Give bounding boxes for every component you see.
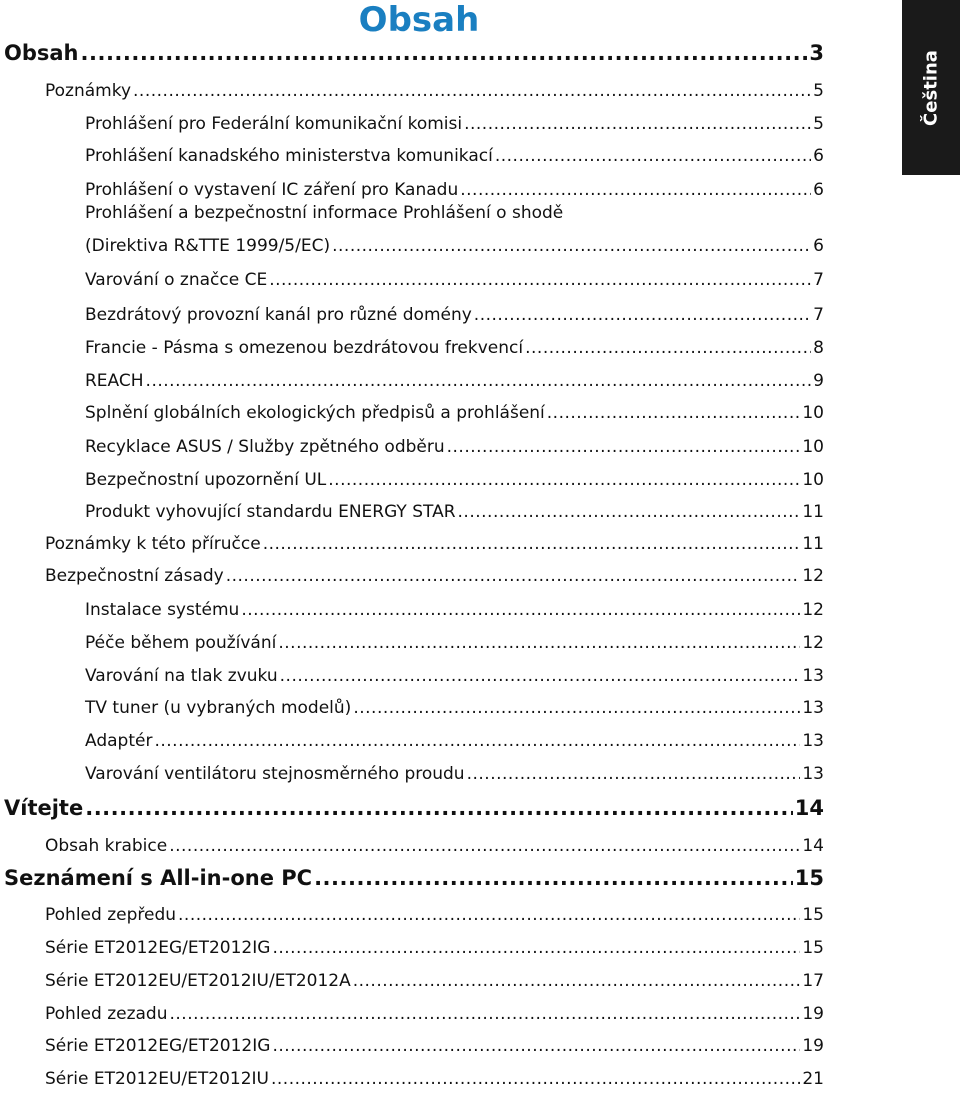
toc-page-number: 10 [802, 470, 824, 490]
toc-entry[interactable] [85, 114, 824, 134]
language-tab [902, 0, 960, 175]
toc-entry-title: Seznámení s All-in-one PC [4, 866, 313, 890]
toc-page-number: 13 [802, 731, 824, 751]
toc-dot-leader [241, 600, 800, 620]
toc-entry[interactable] [45, 836, 824, 856]
toc-entry[interactable] [4, 796, 824, 820]
toc-entry-title: Francie - Pásma s omezenou bezdrátovou frekvencí [85, 338, 524, 358]
toc-dot-leader [269, 270, 811, 290]
toc-page-number: 7 [813, 270, 824, 290]
toc-dot-leader [169, 836, 800, 856]
toc-entry-title: Splnění globálních ekologických předpisů a prohlášení [85, 403, 545, 423]
toc-entry[interactable] [45, 971, 824, 991]
toc-entry-title: Prohlášení o vystavení IC záření pro Kanadu [85, 180, 459, 200]
toc-entry-title: Recyklace ASUS / Služby zpětného odběru [85, 437, 445, 457]
toc-page-number: 12 [802, 633, 824, 653]
toc-dot-leader [272, 1036, 800, 1056]
toc-page-number: 12 [802, 566, 824, 586]
toc-page-number: 15 [794, 866, 824, 890]
toc-dot-leader [467, 764, 801, 784]
toc-entry[interactable] [85, 437, 824, 457]
toc-entry-title: Bezpečnostní upozornění UL [85, 470, 327, 490]
toc-entry-title: Pohled zezadu [45, 1004, 168, 1024]
toc-dot-leader [81, 41, 808, 65]
toc-entry[interactable] [45, 1069, 824, 1089]
toc-entry[interactable] [45, 905, 824, 925]
toc-entry-title: Série ET2012EU/ET2012IU [45, 1069, 269, 1089]
toc-page-number: 10 [802, 403, 824, 423]
toc-dot-leader [154, 731, 800, 751]
toc-entry[interactable] [4, 866, 824, 890]
toc-dot-leader [458, 502, 801, 522]
toc-entry-title: Adaptér [85, 731, 153, 751]
toc-entry[interactable] [85, 633, 824, 653]
toc-entry-title: Varování na tlak zvuku [85, 666, 278, 686]
toc-page-number: 14 [802, 836, 824, 856]
toc-dot-leader [447, 437, 801, 457]
toc-dot-leader [178, 905, 800, 925]
toc-entry-title: Instalace systému [85, 600, 240, 620]
toc-entry[interactable] [85, 236, 824, 256]
toc-page-number: 19 [802, 1036, 824, 1056]
toc-dot-leader [525, 338, 811, 358]
toc-page-number: 14 [794, 796, 824, 820]
toc-entry-text-line1: Prohlášení a bezpečnostní informace Prohlášení o shodě [85, 203, 564, 223]
toc-entry[interactable] [45, 566, 824, 586]
toc-entry-title: Produkt vyhovující standardu ENERGY STAR [85, 502, 456, 522]
toc-entry-title: Prohlášení kanadského ministerstva komunikací [85, 146, 493, 166]
toc-page-number: 5 [813, 81, 824, 101]
toc-dot-leader [547, 403, 801, 423]
toc-page-number: 11 [802, 534, 824, 554]
toc-entry-title: Obsah [4, 41, 79, 65]
toc-dot-leader [314, 866, 793, 890]
toc-entry-title: Série ET2012EG/ET2012IG [45, 938, 271, 958]
toc-entry-title: Vítejte [4, 796, 84, 820]
toc-page-number: 5 [813, 114, 824, 134]
toc-page-number: 7 [813, 305, 824, 325]
toc-entry[interactable] [85, 666, 824, 686]
toc-page-number: 10 [802, 437, 824, 457]
toc-entry[interactable] [45, 1004, 824, 1024]
toc-dot-leader [278, 633, 800, 653]
toc-entry[interactable] [85, 698, 824, 718]
toc-page-number: 13 [802, 666, 824, 686]
toc-entry-title: TV tuner (u vybraných modelů) [85, 698, 352, 718]
toc-entry[interactable] [85, 403, 824, 423]
toc-entry-title: Pohled zepředu [45, 905, 177, 925]
toc-entry[interactable] [85, 338, 824, 358]
toc-entry-title: Poznámky k této příručce [45, 534, 261, 554]
toc-entry-title: Péče během používání [85, 633, 277, 653]
toc-page-number: 12 [802, 600, 824, 620]
toc-entry[interactable] [45, 1036, 824, 1056]
toc-entry[interactable] [85, 180, 824, 200]
toc-entry-title: Série ET2012EG/ET2012IG [45, 1036, 271, 1056]
toc-entry-title: Série ET2012EU/ET2012IU/ET2012A [45, 971, 351, 991]
toc-entry[interactable] [85, 600, 824, 620]
toc-dot-leader [464, 114, 811, 134]
toc-page-number: 3 [809, 41, 824, 65]
toc-entry-title: Varování ventilátoru stejnosměrného proudu [85, 764, 465, 784]
toc-entry-title: REACH [85, 371, 144, 391]
toc-dot-leader [280, 666, 801, 686]
toc-dot-leader [263, 534, 801, 554]
toc-dot-leader [353, 971, 801, 991]
toc-entry[interactable] [85, 146, 824, 166]
toc-page-number: 13 [802, 698, 824, 718]
toc-entry[interactable] [85, 270, 824, 290]
toc-entry-title: Bezdrátový provozní kanál pro různé domény [85, 305, 472, 325]
toc-page-number: 15 [802, 905, 824, 925]
toc-entry-title: Bezpečnostní zásady [45, 566, 224, 586]
toc-page-number: 15 [802, 938, 824, 958]
page-title: Obsah [358, 0, 480, 40]
toc-entry[interactable] [45, 938, 824, 958]
toc-page-number: 11 [802, 502, 824, 522]
toc-entry-title: Varování o značce CE [85, 270, 268, 290]
toc-page-number: 6 [813, 180, 824, 200]
toc-page-number: 6 [813, 146, 824, 166]
toc-entry-title: Obsah krabice [45, 836, 168, 856]
toc-entry[interactable] [4, 41, 824, 65]
toc-dot-leader [170, 1004, 801, 1024]
toc-entry-title: (Direktiva R&TTE 1999/5/EC) [85, 236, 331, 256]
toc-entry[interactable] [45, 81, 824, 101]
toc-page-number: 8 [813, 338, 824, 358]
toc-dot-leader [328, 470, 800, 490]
toc-dot-leader [495, 146, 811, 166]
toc-dot-leader [271, 1069, 800, 1089]
toc-dot-leader [460, 180, 811, 200]
toc-dot-leader [474, 305, 811, 325]
language-tab-label: Čeština [920, 49, 942, 126]
toc-dot-leader [332, 236, 811, 256]
toc-page-number: 13 [802, 764, 824, 784]
toc-entry-title: Prohlášení pro Federální komunikační komisi [85, 114, 463, 134]
toc-dot-leader [272, 938, 800, 958]
toc-entry-title: Poznámky [45, 81, 132, 101]
toc-dot-leader [226, 566, 801, 586]
toc-page-number: 9 [813, 371, 824, 391]
toc-dot-leader [353, 698, 800, 718]
toc-entry[interactable] [85, 371, 824, 391]
toc-entry[interactable] [45, 534, 824, 554]
toc-entry[interactable] [85, 305, 824, 325]
toc-entry[interactable] [85, 470, 824, 490]
toc-dot-leader [146, 371, 812, 391]
toc-dot-leader [133, 81, 811, 101]
toc-entry[interactable] [85, 764, 824, 784]
toc-dot-leader [85, 796, 793, 820]
toc-entry[interactable] [85, 502, 824, 522]
toc-page-number: 19 [802, 1004, 824, 1024]
toc-entry[interactable] [85, 731, 824, 751]
toc-page-number: 17 [802, 971, 824, 991]
toc-page-number: 21 [802, 1069, 824, 1089]
toc-page-number: 6 [813, 236, 824, 256]
